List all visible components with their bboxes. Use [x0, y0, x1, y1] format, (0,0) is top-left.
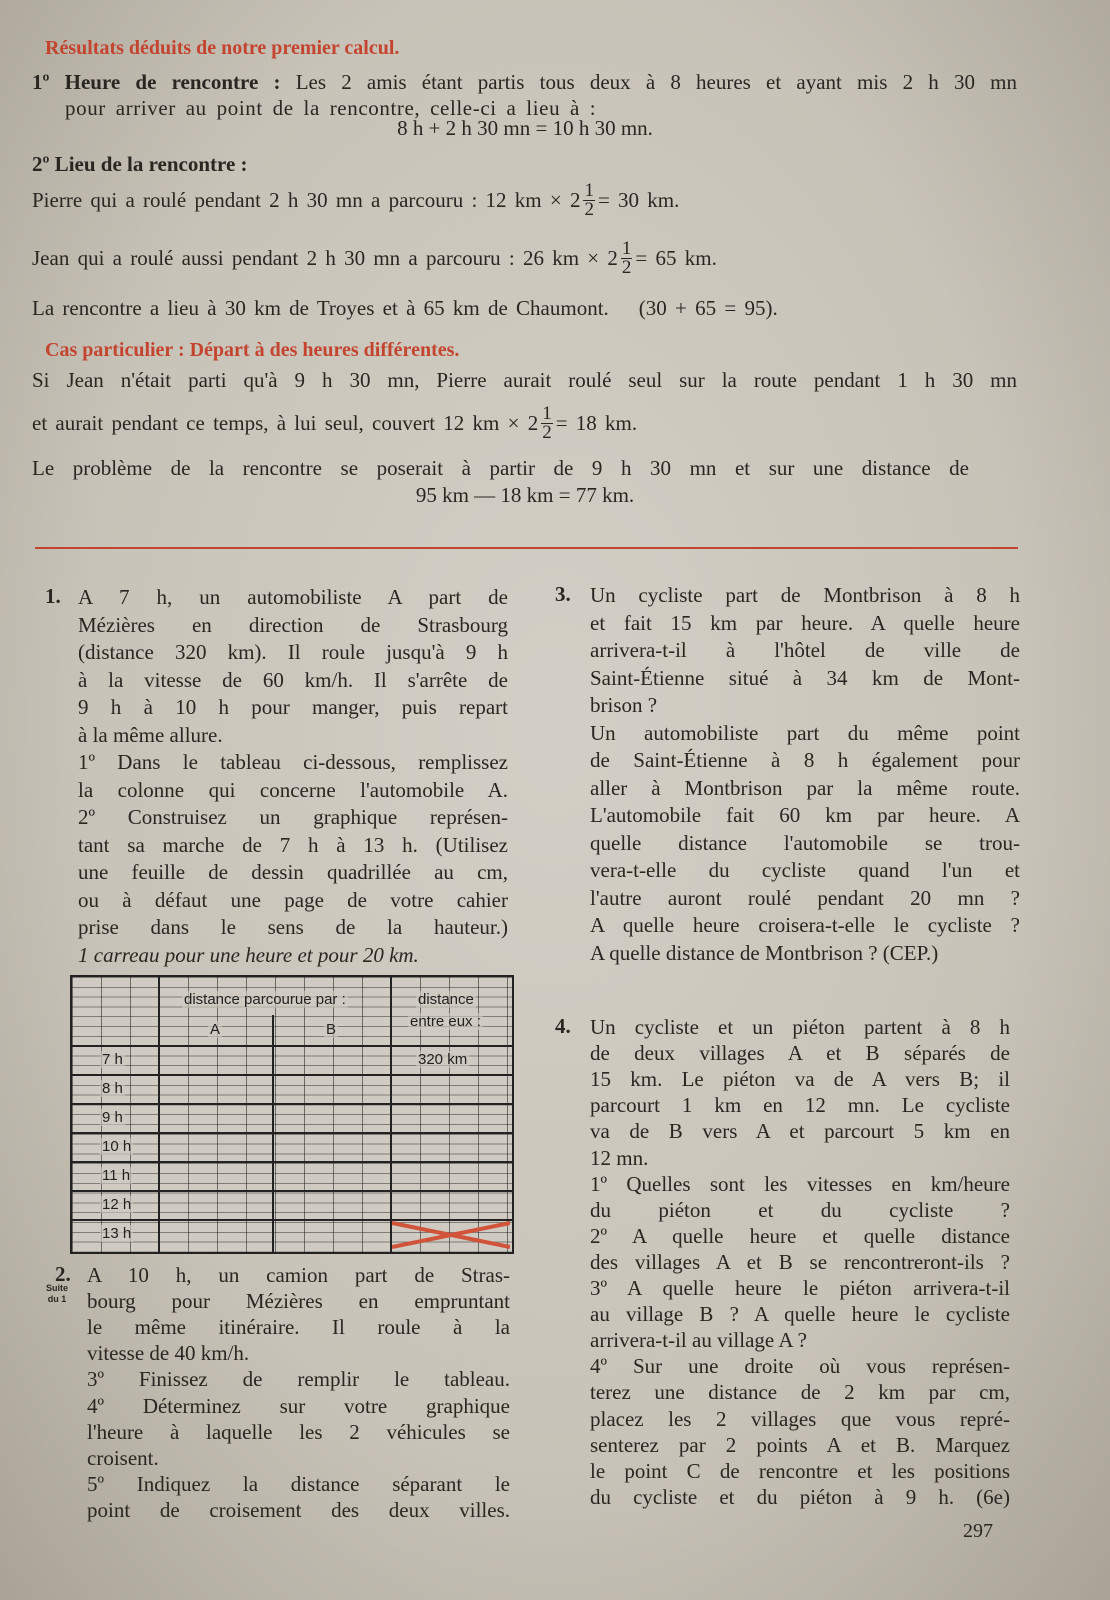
text-line: Un automobiliste part du même point: [590, 720, 1020, 745]
suite-note: [46, 1283, 68, 1305]
distance-table: [70, 975, 514, 1254]
cas-line1: Si Jean n'était parti qu'à 9 h 30 mn, Pierre aurait roulé seul sur la route pendant 1 h 30 mn: [32, 368, 1017, 392]
text-line: une feuille de dessin quadrillée au cm,: [78, 860, 508, 884]
text-line: 9 h à 10 h pour manger, puis repart: [78, 695, 508, 719]
text-line: 2º Construisez un graphique représen-: [78, 805, 508, 829]
text-line: 1º Quelles sont les vitesses en km/heure: [590, 1171, 1010, 1196]
hour-label: 12 h: [102, 1196, 132, 1213]
text-line: bourg pour Mézières en empruntant: [87, 1289, 510, 1314]
section-divider: [35, 547, 1018, 549]
text-line: au village B ? A quelle heure le cycliste: [590, 1302, 1010, 1327]
text-line: A quelle distance de Montbrison ? (CEP.): [590, 940, 939, 965]
initial-distance: 320 km: [418, 1051, 468, 1068]
header-entre-eux: entre eux :: [410, 1013, 481, 1030]
table-divider: [72, 1045, 512, 1047]
text-line: A 10 h, un camion part de Stras-: [87, 1263, 510, 1287]
table-divider: [72, 1132, 512, 1134]
text-line: l'heure à laquelle les 2 véhicules se: [87, 1419, 510, 1444]
text-line: la colonne qui concerne l'automobile A.: [78, 777, 508, 802]
cas-line2-result: = 18 km.: [555, 411, 638, 435]
frac-num: 1: [584, 179, 594, 201]
fraction-half: [583, 179, 595, 220]
text-line: du piéton et du cycliste ?: [590, 1197, 1010, 1222]
text-line: va de B vers A et parcourt 5 km en: [590, 1119, 1010, 1144]
text-line: à la même allure.: [78, 722, 223, 747]
text-line: 12 mn.: [590, 1145, 649, 1170]
table-divider: [72, 1161, 512, 1163]
hour-label: 10 h: [102, 1138, 132, 1155]
rencontre-text: La rencontre a lieu à 30 km de Troyes et à 65 km de Chaumont.: [32, 296, 609, 320]
text-line: arrivera-t-il à l'hôtel de ville de: [590, 638, 1020, 662]
item1-line2: pour arriver au point de la rencontre, celle-ci a lieu à :: [65, 96, 597, 120]
text-line: Un cycliste et un piéton partent à 8 h: [590, 1015, 1010, 1039]
item1-line: [32, 69, 1017, 95]
header-b: B: [326, 1021, 337, 1038]
text-line: 4º Déterminez sur votre graphique: [87, 1393, 510, 1418]
header-distance: distance: [418, 991, 474, 1008]
text-line: 2º A quelle heure et quelle distance: [590, 1223, 1010, 1248]
text-line: quelle distance l'automobile se trou-: [590, 830, 1020, 855]
item2-label: 2º Lieu de la rencontre :: [32, 152, 248, 176]
text-line: arrivera-t-il au village A ?: [590, 1328, 807, 1353]
text-line: de deux villages A et B séparés de: [590, 1041, 1010, 1066]
text-line: Un cycliste part de Montbrison à 8 h: [590, 583, 1020, 607]
text-line: croisent.: [87, 1445, 159, 1470]
exercise-3-number: 3.: [555, 582, 571, 606]
fraction-half: [541, 402, 553, 443]
hour-label: 13 h: [102, 1225, 132, 1242]
pierre-text: Pierre qui a roulé pendant 2 h 30 mn a parcouru : 12 km × 2: [32, 188, 581, 212]
cas-line2-text: et aurait pendant ce temps, à lui seul, couvert 12 km × 2: [32, 411, 539, 435]
text-line: et fait 15 km par heure. A quelle heure: [590, 610, 1020, 635]
text-line: de Saint-Étienne à 8 h également pour: [590, 748, 1020, 772]
exercise-4-number: 4.: [555, 1014, 571, 1038]
hour-label: 11 h: [102, 1167, 131, 1184]
text-line: aller à Montbrison par la même route.: [590, 775, 1020, 800]
text-line: le point C de rencontre et les positions: [590, 1458, 1010, 1483]
text-line: ou à défaut une page de votre cahier: [78, 887, 508, 912]
jean-result: = 65 km.: [635, 246, 717, 270]
text-line: 1º Dans le tableau ci-dessous, remplissez: [78, 750, 508, 774]
text-line: 3º A quelle heure le piéton arrivera-t-il: [590, 1276, 1010, 1300]
jean-text: Jean qui a roulé aussi pendant 2 h 30 mn a parcouru : 26 km × 2: [32, 246, 618, 270]
text-line: l'autre auront roulé pendant 20 mn ?: [590, 885, 1020, 910]
text-line: du cycliste et du piéton à 9 h. (6e): [590, 1484, 1010, 1509]
text-line: des villages A et B se rencontreront-ils ?: [590, 1249, 1010, 1274]
frac-den: 2: [542, 421, 552, 443]
table-divider: [72, 1190, 512, 1192]
cas-line2: [32, 393, 637, 453]
table-divider: [390, 977, 392, 1252]
item1-label: 1º Heure de rencontre :: [32, 70, 281, 94]
probleme-line1: Le problème de la rencontre se poserait à partir de 9 h 30 mn et sur une distance de: [32, 456, 969, 480]
frac-den: 2: [621, 256, 632, 278]
text-line: placez les 2 villages que vous repré-: [590, 1406, 1010, 1431]
rencontre-line: [32, 295, 778, 321]
text-line: brison ?: [590, 693, 658, 717]
text-line: 15 km. Le piéton va de A vers B; il: [590, 1067, 1010, 1092]
table-divider: [72, 1074, 512, 1076]
text-line: 3º Finissez de remplir le tableau.: [87, 1367, 510, 1392]
frac-num: 1: [542, 402, 552, 424]
text-line: (distance 320 km). Il roule jusqu'à 9 h: [78, 640, 508, 664]
hour-label: 8 h: [102, 1080, 123, 1097]
table-divider: [158, 977, 160, 1252]
text-line: Saint-Étienne situé à 34 km de Mont-: [590, 665, 1020, 690]
item1-equation: 8 h + 2 h 30 mn = 10 h 30 mn.: [397, 116, 653, 140]
header-distance-parcourue: distance parcourue par :: [184, 991, 346, 1008]
pierre-result: = 30 km.: [597, 188, 680, 212]
text-line: A 7 h, un automobiliste A part de: [78, 585, 508, 609]
jean-line: [32, 228, 717, 288]
exercise-1-number: 1.: [45, 584, 61, 608]
heading-cas-particulier: Cas particulier : Départ à des heures différentes.: [45, 339, 460, 361]
text-line: A quelle heure croisera-t-elle le cycliste ?: [590, 913, 1020, 937]
exercise-2-number: 2.: [55, 1262, 71, 1286]
frac-num: 1: [621, 237, 632, 259]
probleme-equation: 95 km — 18 km = 77 km.: [415, 483, 635, 507]
text-line: senterez par 2 points A et B. Marquez: [590, 1432, 1010, 1457]
hour-label: 7 h: [102, 1051, 123, 1068]
text-line: 1 carreau pour une heure et pour 20 km.: [78, 942, 419, 967]
text-line: prise dans le sens de la hauteur.): [78, 915, 508, 939]
frac-den: 2: [584, 198, 594, 220]
text-line: le même itinéraire. Il roule à la: [87, 1315, 510, 1340]
text-line: vitesse de 40 km/h.: [87, 1341, 250, 1366]
text-line: tant sa marche de 7 h à 13 h. (Utilisez: [78, 832, 508, 857]
suite-line1: Suite: [46, 1283, 69, 1293]
rencontre-check: (30 + 65 = 95).: [638, 296, 778, 320]
fraction-half: [621, 237, 633, 278]
crossed-cell-mark: [392, 1220, 510, 1250]
hour-label: 9 h: [102, 1109, 123, 1126]
text-line: point de croisement des deux villes.: [87, 1497, 510, 1522]
text-line: Mézières en direction de Strasbourg: [78, 612, 508, 637]
text-line: 5º Indiquez la distance séparant le: [87, 1471, 510, 1496]
item1-text: Les 2 amis étant partis tous deux à 8 heures et ayant mis 2 h 30 mn: [295, 70, 1018, 94]
suite-line2: du 1: [47, 1294, 67, 1304]
text-line: parcourt 1 km en 12 mn. Le cycliste: [590, 1093, 1010, 1118]
table-divider: [72, 1103, 512, 1105]
header-a: A: [210, 1021, 221, 1038]
text-line: L'automobile fait 60 km par heure. A: [590, 803, 1020, 827]
text-line: 4º Sur une droite où vous représen-: [590, 1354, 1010, 1379]
text-line: terez une distance de 2 km par cm,: [590, 1380, 1010, 1405]
heading-results: Résultats déduits de notre premier calcul.: [45, 37, 400, 59]
page-number: 297: [963, 1520, 993, 1542]
text-line: vera-t-elle du cycliste quand l'un et: [590, 858, 1020, 882]
text-line: à la vitesse de 60 km/h. Il s'arrête de: [78, 667, 508, 692]
pierre-line: [32, 170, 679, 230]
